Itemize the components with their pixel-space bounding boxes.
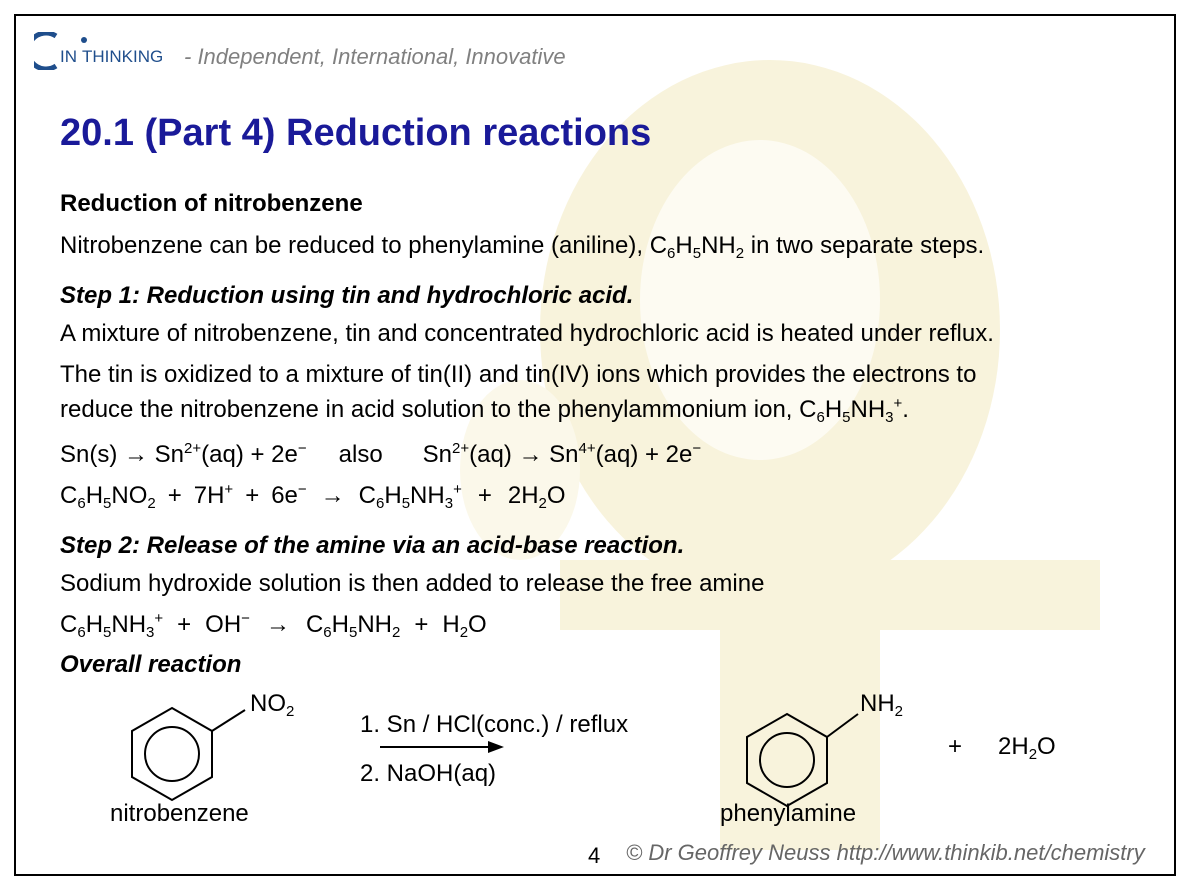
step2-heading: Step 2: Release of the amine via an acid-base reaction. [60,532,685,559]
header-tagline: - Independent, International, Innovative [184,44,566,69]
step1-line3: reduce the nitrobenzene in acid solution to the phenylammonium ion, $C_6H_5NH_3^+$. [60,395,909,426]
nitrobenzene-label: nitrobenzene [110,800,249,827]
reaction-arrow [380,740,505,754]
amine-group-label: $NH_2$ [860,690,904,720]
step1-line2: The tin is oxidized to a mixture of tin(II) and tin(IV) ions which provides the electrons to [60,361,977,388]
footer-credit: © Dr Geoffrey Neuss http://www.thinkib.net/chemistry [626,840,1145,865]
svg-text:IN: IN [60,47,77,66]
plus-sign: + [948,733,963,760]
step2-equation: $C_6H_5NH_3^+ + OH^- \to C_6H_5NH_2 + H_2O$ [60,610,487,641]
page-title: 20.1 (Part 4) Reduction reactions [60,112,652,154]
svg-text:THINKING: THINKING [82,47,164,66]
phenylamine-structure [740,700,870,810]
condition-1: 1. Sn / HCl(conc.) / reflux [360,711,629,738]
step1-equation2: $C_6H_5NO_2 + 7H^+ + 6e^- \to C_6H_5NH_3^+ + 2H_2O$ [60,481,566,512]
nitrobenzene-structure [125,700,255,805]
phenylamine-label: phenylamine [720,800,857,827]
overall-heading: Overall reaction [60,651,242,678]
section-heading: Reduction of nitrobenzene [60,190,363,217]
step1-heading: Step 1: Reduction using tin and hydrochloric acid. [60,282,634,309]
step2-line1: Sodium hydroxide solution is then added to release the free amine [60,570,765,597]
step1-line1: A mixture of nitrobenzene, tin and concentrated hydrochloric acid is heated under reflux. [60,320,994,347]
nitro-group-label: $NO_2$ [250,690,295,720]
intro-text: Nitrobenzene can be reduced to phenylamine (aniline), $C_6H_5NH_2$ in two separate steps. [60,232,985,262]
water-product: $2H_2O$ [998,733,1056,763]
step1-equation1: $Sn(s) \to Sn^{2+}(aq) + 2e^-$ also $Sn^{2+}(aq) \to Sn^{4+}(aq) + 2e^-$ [60,440,702,468]
condition-2: 2. NaOH(aq) [360,760,497,787]
page-number: 4 [588,843,601,868]
inthinking-logo [34,32,184,70]
